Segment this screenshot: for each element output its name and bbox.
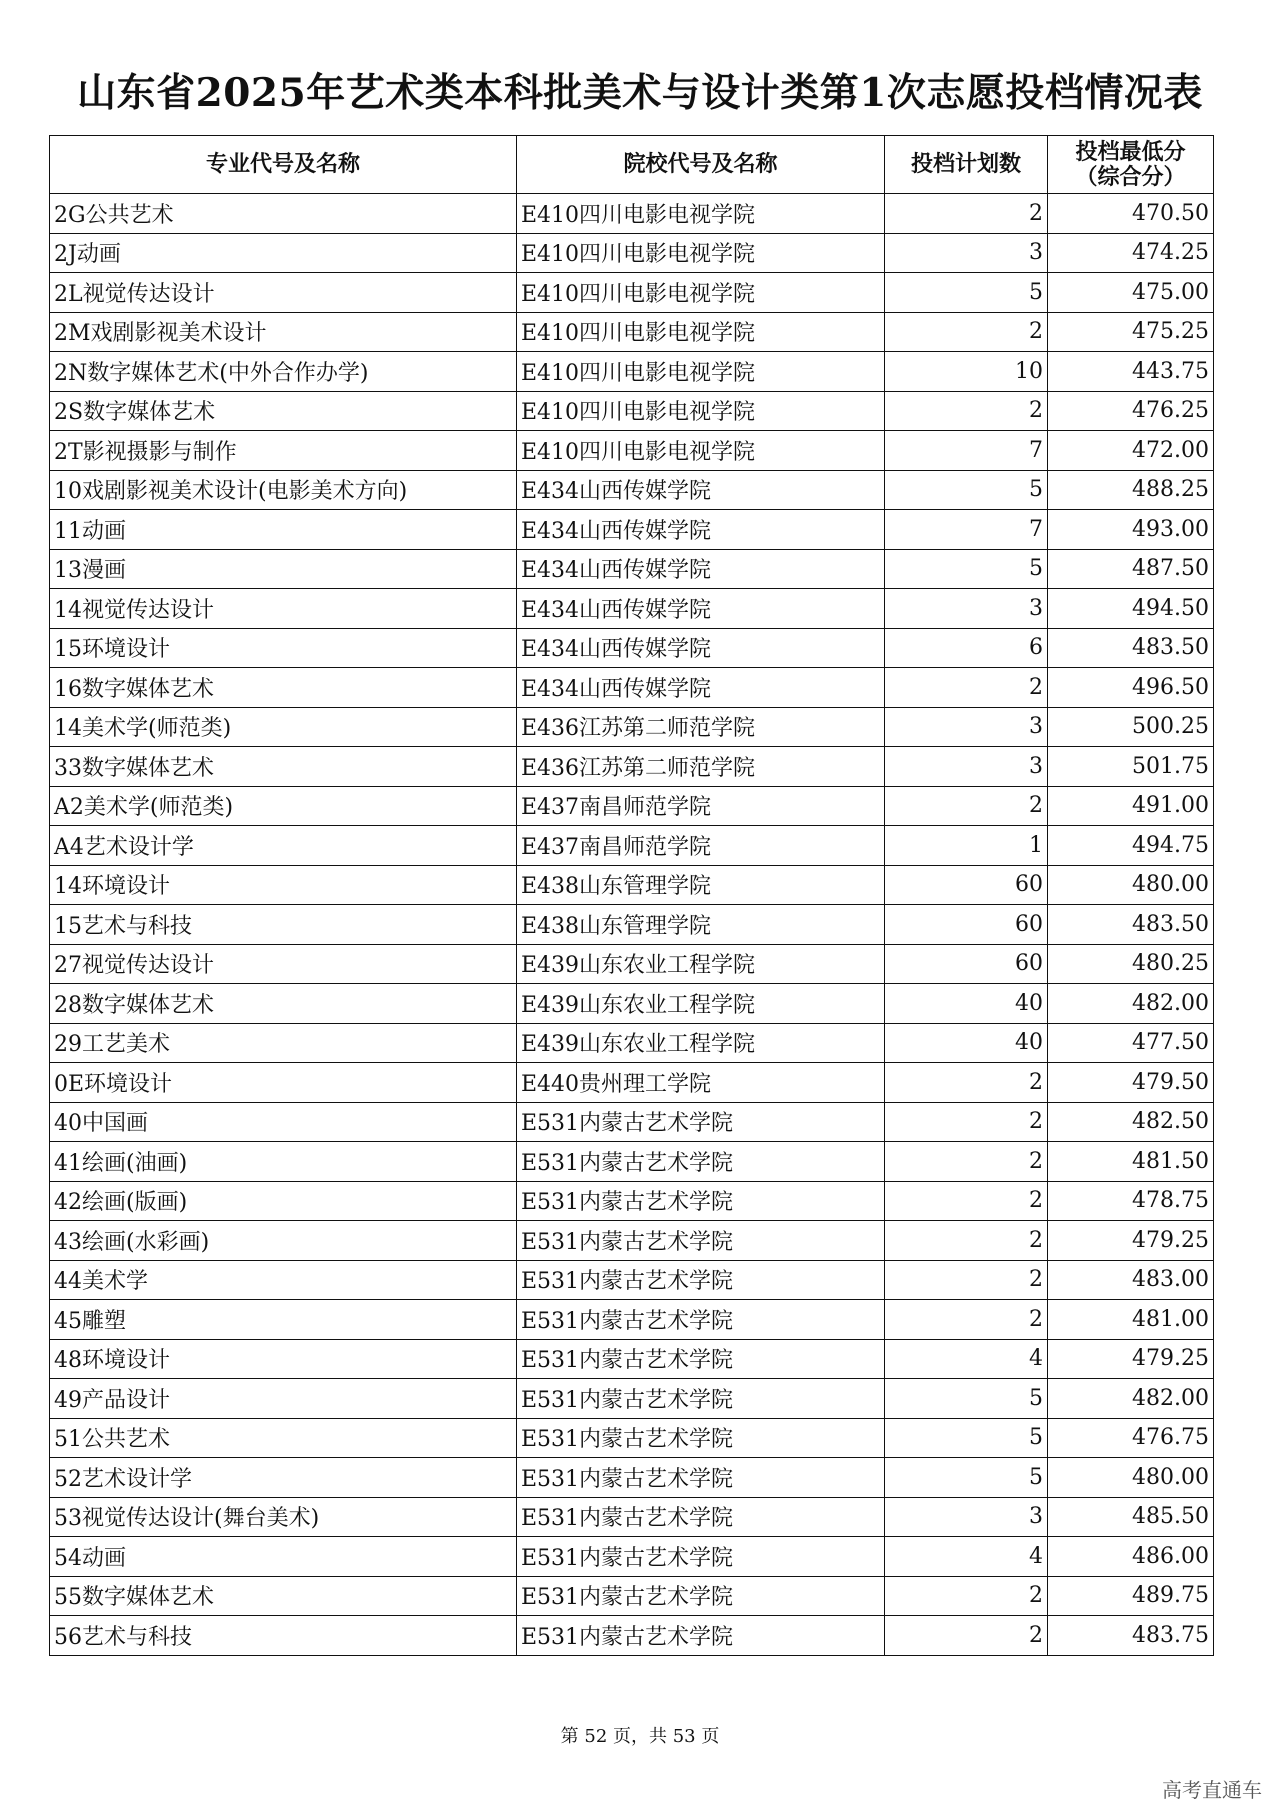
cell-score: 475.00	[1048, 273, 1214, 313]
cell-school: E531内蒙古艺术学院	[517, 1102, 885, 1142]
table-row	[50, 194, 1214, 234]
cell-major: 10戏剧影视美术设计(电影美术方向)	[50, 470, 517, 510]
table-row	[50, 549, 1214, 589]
cell-school: E531内蒙古艺术学院	[517, 1497, 885, 1537]
header-school: 院校代号及名称	[517, 136, 885, 194]
cell-major: 29工艺美术	[50, 1023, 517, 1063]
cell-major: 55数字媒体艺术	[50, 1576, 517, 1616]
cell-score: 483.00	[1048, 1260, 1214, 1300]
cell-score: 485.50	[1048, 1497, 1214, 1537]
cell-score: 479.50	[1048, 1063, 1214, 1103]
cell-plan: 6	[885, 628, 1048, 668]
table-row	[50, 273, 1214, 313]
table-row	[50, 865, 1214, 905]
cell-plan: 5	[885, 1418, 1048, 1458]
header-major: 专业代号及名称	[50, 136, 517, 194]
cell-plan: 2	[885, 1142, 1048, 1182]
cell-plan: 2	[885, 391, 1048, 431]
cell-major: 13漫画	[50, 549, 517, 589]
cell-school: E531内蒙古艺术学院	[517, 1458, 885, 1498]
cell-plan: 4	[885, 1537, 1048, 1577]
table-row	[50, 391, 1214, 431]
cell-plan: 2	[885, 1102, 1048, 1142]
cell-score: 483.50	[1048, 905, 1214, 945]
cell-major: 27视觉传达设计	[50, 944, 517, 984]
cell-score: 482.50	[1048, 1102, 1214, 1142]
cell-plan: 3	[885, 747, 1048, 787]
cell-school: E440贵州理工学院	[517, 1063, 885, 1103]
table-row	[50, 589, 1214, 629]
cell-school: E434山西传媒学院	[517, 589, 885, 629]
cell-school: E437南昌师范学院	[517, 786, 885, 826]
cell-major: 2M戏剧影视美术设计	[50, 312, 517, 352]
cell-score: 443.75	[1048, 352, 1214, 392]
cell-plan: 7	[885, 510, 1048, 550]
table-row	[50, 944, 1214, 984]
cell-major: 2L视觉传达设计	[50, 273, 517, 313]
cell-plan: 2	[885, 786, 1048, 826]
cell-plan: 5	[885, 1458, 1048, 1498]
cell-major: 48环境设计	[50, 1339, 517, 1379]
cell-school: E531内蒙古艺术学院	[517, 1537, 885, 1577]
cell-score: 480.00	[1048, 1458, 1214, 1498]
cell-plan: 3	[885, 589, 1048, 629]
cell-major: 51公共艺术	[50, 1418, 517, 1458]
cell-major: 33数字媒体艺术	[50, 747, 517, 787]
cell-score: 472.00	[1048, 431, 1214, 471]
table-row	[50, 1142, 1214, 1182]
cell-school: E531内蒙古艺术学院	[517, 1576, 885, 1616]
cell-score: 476.75	[1048, 1418, 1214, 1458]
table-row	[50, 826, 1214, 866]
cell-score: 487.50	[1048, 549, 1214, 589]
cell-major: A2美术学(师范类)	[50, 786, 517, 826]
cell-score: 479.25	[1048, 1339, 1214, 1379]
cell-score: 482.00	[1048, 984, 1214, 1024]
cell-school: E410四川电影电视学院	[517, 352, 885, 392]
cell-major: 11动画	[50, 510, 517, 550]
cell-major: 2N数字媒体艺术(中外合作办学)	[50, 352, 517, 392]
table-row	[50, 312, 1214, 352]
cell-school: E434山西传媒学院	[517, 549, 885, 589]
cell-plan: 1	[885, 826, 1048, 866]
cell-school: E410四川电影电视学院	[517, 312, 885, 352]
cell-school: E434山西传媒学院	[517, 470, 885, 510]
table-row	[50, 1418, 1214, 1458]
page-footer: 第 52 页，共 53 页	[560, 1726, 720, 1747]
cell-plan: 60	[885, 865, 1048, 905]
table-row	[50, 1379, 1214, 1419]
table-row	[50, 1023, 1214, 1063]
cell-score: 479.25	[1048, 1221, 1214, 1261]
cell-major: 53视觉传达设计(舞台美术)	[50, 1497, 517, 1537]
cell-school: E410四川电影电视学院	[517, 391, 885, 431]
cell-score: 489.75	[1048, 1576, 1214, 1616]
cell-score: 475.25	[1048, 312, 1214, 352]
cell-plan: 5	[885, 470, 1048, 510]
cell-plan: 2	[885, 312, 1048, 352]
cell-plan: 10	[885, 352, 1048, 392]
cell-major: 14视觉传达设计	[50, 589, 517, 629]
cell-score: 491.00	[1048, 786, 1214, 826]
cell-plan: 2	[885, 1576, 1048, 1616]
cell-score: 476.25	[1048, 391, 1214, 431]
table-row	[50, 1458, 1214, 1498]
cell-school: E410四川电影电视学院	[517, 233, 885, 273]
cell-school: E531内蒙古艺术学院	[517, 1300, 885, 1340]
cell-school: E438山东管理学院	[517, 865, 885, 905]
admission-table	[49, 135, 1214, 1656]
cell-major: 2T影视摄影与制作	[50, 431, 517, 471]
cell-plan: 60	[885, 944, 1048, 984]
cell-school: E410四川电影电视学院	[517, 431, 885, 471]
cell-plan: 40	[885, 984, 1048, 1024]
cell-plan: 3	[885, 233, 1048, 273]
cell-score: 478.75	[1048, 1181, 1214, 1221]
table-row	[50, 1576, 1214, 1616]
table-row	[50, 352, 1214, 392]
table-header-row	[50, 136, 1214, 194]
cell-score: 481.00	[1048, 1300, 1214, 1340]
cell-major: 0E环境设计	[50, 1063, 517, 1103]
cell-score: 470.50	[1048, 194, 1214, 234]
cell-major: 2S数字媒体艺术	[50, 391, 517, 431]
cell-plan: 2	[885, 668, 1048, 708]
cell-school: E439山东农业工程学院	[517, 984, 885, 1024]
table-row	[50, 1616, 1214, 1656]
cell-major: 49产品设计	[50, 1379, 517, 1419]
table-row	[50, 747, 1214, 787]
cell-school: E410四川电影电视学院	[517, 194, 885, 234]
cell-score: 500.25	[1048, 707, 1214, 747]
table-row	[50, 668, 1214, 708]
cell-score: 483.50	[1048, 628, 1214, 668]
cell-major: 42绘画(版画)	[50, 1181, 517, 1221]
cell-major: 15艺术与科技	[50, 905, 517, 945]
cell-major: 2G公共艺术	[50, 194, 517, 234]
cell-plan: 60	[885, 905, 1048, 945]
cell-score: 480.00	[1048, 865, 1214, 905]
cell-major: 14美术学(师范类)	[50, 707, 517, 747]
cell-major: 40中国画	[50, 1102, 517, 1142]
cell-plan: 2	[885, 1181, 1048, 1221]
table-row	[50, 905, 1214, 945]
cell-score: 501.75	[1048, 747, 1214, 787]
cell-plan: 2	[885, 1221, 1048, 1261]
cell-major: 56艺术与科技	[50, 1616, 517, 1656]
cell-major: 52艺术设计学	[50, 1458, 517, 1498]
cell-plan: 2	[885, 1300, 1048, 1340]
cell-plan: 4	[885, 1339, 1048, 1379]
table-row	[50, 1339, 1214, 1379]
cell-plan: 7	[885, 431, 1048, 471]
table-row	[50, 470, 1214, 510]
cell-school: E531内蒙古艺术学院	[517, 1260, 885, 1300]
cell-school: E439山东农业工程学院	[517, 1023, 885, 1063]
header-score-line2: （综合分）	[1075, 163, 1186, 190]
cell-score: 482.00	[1048, 1379, 1214, 1419]
table-row	[50, 1102, 1214, 1142]
table-row	[50, 431, 1214, 471]
table-row	[50, 707, 1214, 747]
cell-score: 488.25	[1048, 470, 1214, 510]
table-row	[50, 628, 1214, 668]
table-row	[50, 1260, 1214, 1300]
cell-school: E531内蒙古艺术学院	[517, 1418, 885, 1458]
cell-plan: 3	[885, 1497, 1048, 1537]
cell-score: 496.50	[1048, 668, 1214, 708]
cell-school: E438山东管理学院	[517, 905, 885, 945]
cell-major: 45雕塑	[50, 1300, 517, 1340]
cell-plan: 5	[885, 273, 1048, 313]
table-row	[50, 1221, 1214, 1261]
cell-school: E531内蒙古艺术学院	[517, 1379, 885, 1419]
cell-major: 15环境设计	[50, 628, 517, 668]
table-row	[50, 1181, 1214, 1221]
cell-school: E531内蒙古艺术学院	[517, 1181, 885, 1221]
cell-plan: 5	[885, 549, 1048, 589]
cell-score: 483.75	[1048, 1616, 1214, 1656]
cell-school: E436江苏第二师范学院	[517, 707, 885, 747]
cell-major: 14环境设计	[50, 865, 517, 905]
cell-major: 43绘画(水彩画)	[50, 1221, 517, 1261]
cell-school: E531内蒙古艺术学院	[517, 1142, 885, 1182]
cell-score: 477.50	[1048, 1023, 1214, 1063]
cell-plan: 5	[885, 1379, 1048, 1419]
cell-major: 44美术学	[50, 1260, 517, 1300]
table-row	[50, 233, 1214, 273]
table-row	[50, 1497, 1214, 1537]
cell-school: E531内蒙古艺术学院	[517, 1221, 885, 1261]
cell-major: 28数字媒体艺术	[50, 984, 517, 1024]
table-body	[50, 194, 1214, 1656]
cell-major: A4艺术设计学	[50, 826, 517, 866]
cell-major: 54动画	[50, 1537, 517, 1577]
cell-score: 493.00	[1048, 510, 1214, 550]
table-row	[50, 1063, 1214, 1103]
cell-score: 474.25	[1048, 233, 1214, 273]
table-row	[50, 510, 1214, 550]
cell-school: E531内蒙古艺术学院	[517, 1616, 885, 1656]
table-row	[50, 984, 1214, 1024]
cell-major: 41绘画(油画)	[50, 1142, 517, 1182]
cell-school: E531内蒙古艺术学院	[517, 1339, 885, 1379]
table-row	[50, 1537, 1214, 1577]
cell-score: 480.25	[1048, 944, 1214, 984]
table-row	[50, 1300, 1214, 1340]
cell-score: 494.75	[1048, 826, 1214, 866]
cell-school: E434山西传媒学院	[517, 628, 885, 668]
header-score	[1048, 136, 1214, 194]
cell-school: E434山西传媒学院	[517, 668, 885, 708]
watermark: 高考直通车	[1162, 1778, 1262, 1802]
cell-plan: 3	[885, 707, 1048, 747]
cell-school: E434山西传媒学院	[517, 510, 885, 550]
cell-school: E410四川电影电视学院	[517, 273, 885, 313]
cell-plan: 2	[885, 1260, 1048, 1300]
header-score-line1: 投档最低分	[1075, 138, 1186, 165]
cell-score: 486.00	[1048, 1537, 1214, 1577]
table-row	[50, 786, 1214, 826]
cell-school: E437南昌师范学院	[517, 826, 885, 866]
cell-major: 16数字媒体艺术	[50, 668, 517, 708]
cell-plan: 2	[885, 1063, 1048, 1103]
header-plan: 投档计划数	[885, 136, 1048, 194]
cell-score: 494.50	[1048, 589, 1214, 629]
cell-major: 2J动画	[50, 233, 517, 273]
cell-school: E436江苏第二师范学院	[517, 747, 885, 787]
cell-plan: 2	[885, 1616, 1048, 1656]
cell-school: E439山东农业工程学院	[517, 944, 885, 984]
cell-plan: 2	[885, 194, 1048, 234]
cell-score: 481.50	[1048, 1142, 1214, 1182]
page-title: 山东省2025年艺术类本科批美术与设计类第1次志愿投档情况表	[77, 70, 1203, 116]
cell-plan: 40	[885, 1023, 1048, 1063]
